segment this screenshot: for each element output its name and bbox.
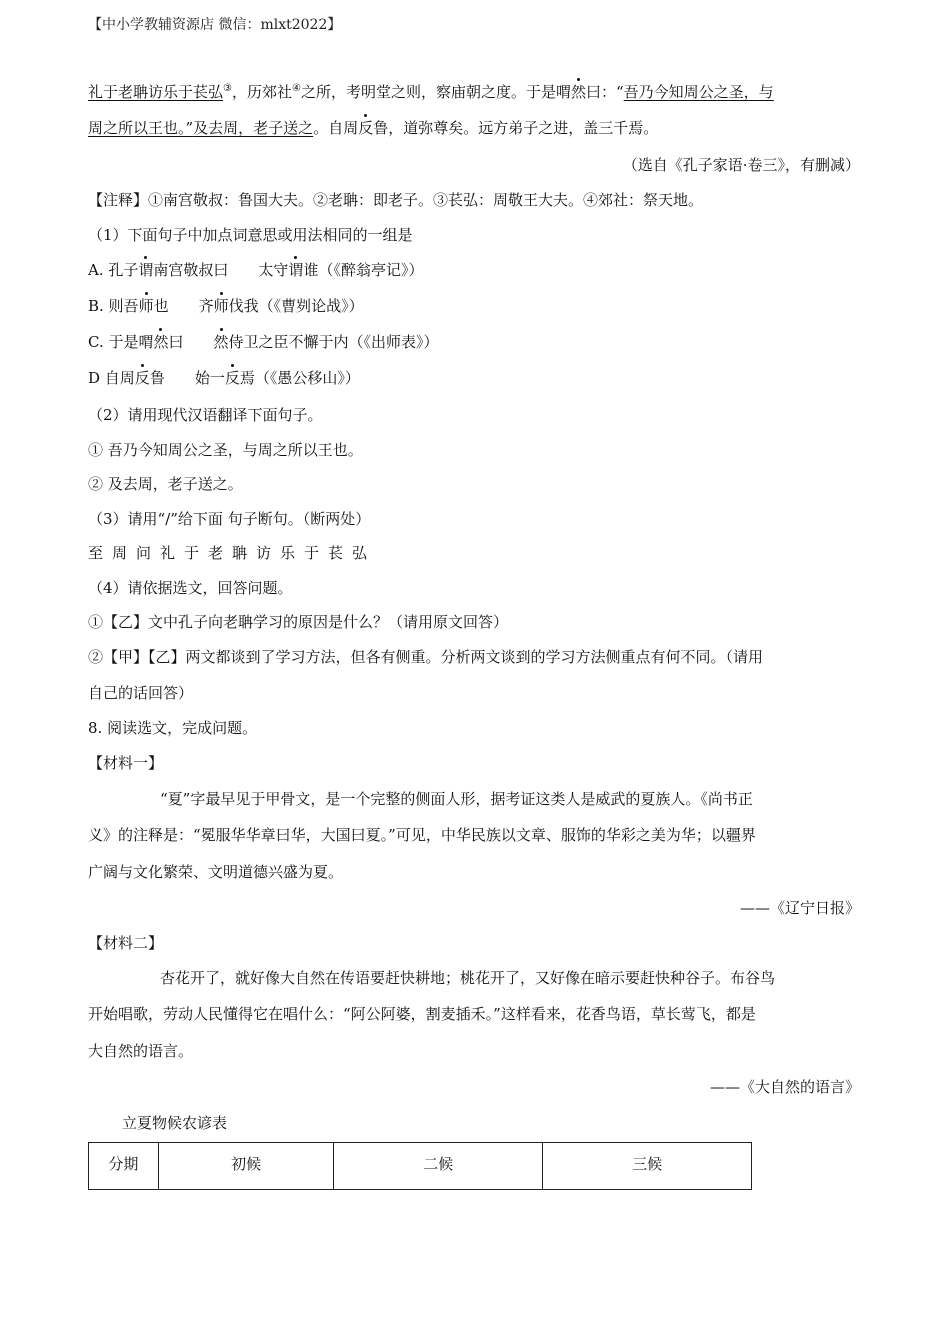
passage-text: 曰：“ (586, 83, 624, 101)
underlined-text: 周之所以王也。” (88, 119, 194, 137)
passage-line-2 (88, 118, 860, 138)
option-text: B. 则吾 (88, 297, 139, 315)
q8-title: 8. 阅读选文，完成问题。 (88, 719, 258, 737)
option-text: C. 于是喟 (88, 333, 154, 351)
q3-stem: （3）请用“/”给下面 句子断句。（断两处） (88, 510, 371, 528)
material-2-line-2: 开始唱歌，劳动人民懂得它在唱什么：“阿公阿婆，割麦插禾。”这样看来，花香鸟语，草长莺飞，都是 (88, 1005, 756, 1023)
dotted-char: 师 (213, 297, 229, 315)
option-text: 鲁 (149, 369, 165, 387)
table-header-cell: 三候 (543, 1143, 752, 1190)
option-text: 南宫敬叔曰 (153, 261, 229, 279)
note-mark-4: ④ (292, 83, 301, 94)
passage-source: （选自《孔子家语·卷三》，有删减） (622, 156, 860, 174)
q4-stem: （4）请依据选文，回答问题。 (88, 579, 293, 597)
option-text: 焉（《愚公移山》） (239, 369, 360, 387)
underlined-text: 吾乃今知周公之圣，与 (623, 83, 774, 101)
option-text: 也 (153, 297, 169, 315)
option-text: 曰 (168, 333, 184, 351)
table-header-cell: 初候 (158, 1143, 334, 1190)
material-1-label: 【材料一】 (88, 754, 164, 772)
table-caption: 立夏物候农谚表 (122, 1114, 228, 1132)
q3-sentence: 至周问礼于老聃访乐于苌弘 (88, 544, 377, 562)
table-header-cell: 二候 (334, 1143, 543, 1190)
dotted-char: 然 (570, 83, 586, 101)
note-mark-3: ③ (223, 83, 232, 94)
q4-item-2-line-2: 自己的话回答） (88, 684, 194, 702)
passage-line-1 (88, 82, 860, 102)
dotted-char: 谓 (138, 261, 154, 279)
q2-sentence-2: ② 及去周，老子送之。 (88, 475, 243, 493)
q4-item-2-line-1: ②【甲】【乙】两文都谈到了学习方法，但各有侧重。分析两文谈到的学习方法侧重点有何不同。（请用 (88, 648, 764, 666)
material-2-line-3: 大自然的语言。 (88, 1042, 194, 1060)
material-1-source: ——《辽宁日报》 (739, 899, 860, 917)
dotted-char: 反 (358, 119, 374, 137)
q1-option-d (88, 368, 860, 388)
passage-text: 。自周 (313, 119, 359, 137)
option-text: 始一 (194, 369, 225, 387)
underlined-text: 及去周，老子送之 (193, 119, 314, 137)
q1-option-c (88, 332, 860, 352)
dotted-char: 师 (138, 297, 154, 315)
option-text: 伐我（《曹刿论战》） (228, 297, 364, 315)
option-text: 齐 (198, 297, 214, 315)
q2-stem: （2）请用现代汉语翻译下面句子。 (88, 406, 323, 424)
passage-text: ，历郊社 (231, 83, 292, 101)
notes: 【注释】①南宫敬叔：鲁国大夫。②老聃：即老子。③苌弘：周敬王大夫。④郊社：祭天地。 (88, 191, 704, 209)
phenology-table (88, 1142, 752, 1190)
dotted-char: 反 (224, 369, 240, 387)
option-text: A. 孔子 (88, 261, 139, 279)
option-text: 太守 (258, 261, 289, 279)
q4-item-1: ①【乙】文中孔子向老聃学习的原因是什么？（请用原文回答） (88, 613, 509, 631)
option-text: 侍卫之臣不懈于内（《出师表》） (228, 333, 439, 351)
material-1-line-3: 广阔与文化繁荣、文明道德兴盛为夏。 (88, 863, 344, 881)
option-text: 谁（《醉翁亭记》） (303, 261, 424, 279)
dotted-char: 反 (134, 369, 150, 387)
q2-sentence-1: ① 吾乃今知周公之圣，与周之所以王也。 (88, 441, 363, 459)
q1-option-a (88, 260, 860, 280)
dotted-char: 谓 (288, 261, 304, 279)
table-header-cell: 分期 (89, 1143, 159, 1190)
passage-text: 之所，考明堂之则，察庙朝之度。于是喟 (300, 83, 571, 101)
dotted-char: 然 (153, 333, 169, 351)
passage-text: 鲁，道弥尊矣。远方弟子之进，盖三千焉。 (373, 119, 659, 137)
material-1-line-2: 义》的注释是：“冕服华华章曰华，大国曰夏。”可见，中华民族以文章、服饰的华彩之美为华；以疆界 (88, 826, 756, 844)
q1-stem: （1）下面句子中加点词意思或用法相同的一组是 (88, 226, 413, 244)
table-header-row (89, 1143, 752, 1190)
material-2-line-1: 杏花开了，就好像大自然在传语要赶快耕地；桃花开了，又好像在暗示要赶快种谷子。布谷鸟 (160, 969, 776, 987)
q1-option-b (88, 296, 860, 316)
material-1-line-1: “夏”字最早见于甲骨文，是一个完整的侧面人形，据考证这类人是威武的夏族人。《尚书正 (160, 790, 753, 808)
option-text: D 自周 (88, 369, 135, 387)
watermark: 【中小学教辅资源店 微信：mlxt2022】 (88, 17, 342, 33)
underlined-text: 礼于老聃访乐于苌弘 (88, 83, 224, 101)
material-2-source: ——《大自然的语言》 (709, 1078, 860, 1096)
material-2-label: 【材料二】 (88, 934, 164, 952)
dotted-char: 然 (213, 333, 229, 351)
